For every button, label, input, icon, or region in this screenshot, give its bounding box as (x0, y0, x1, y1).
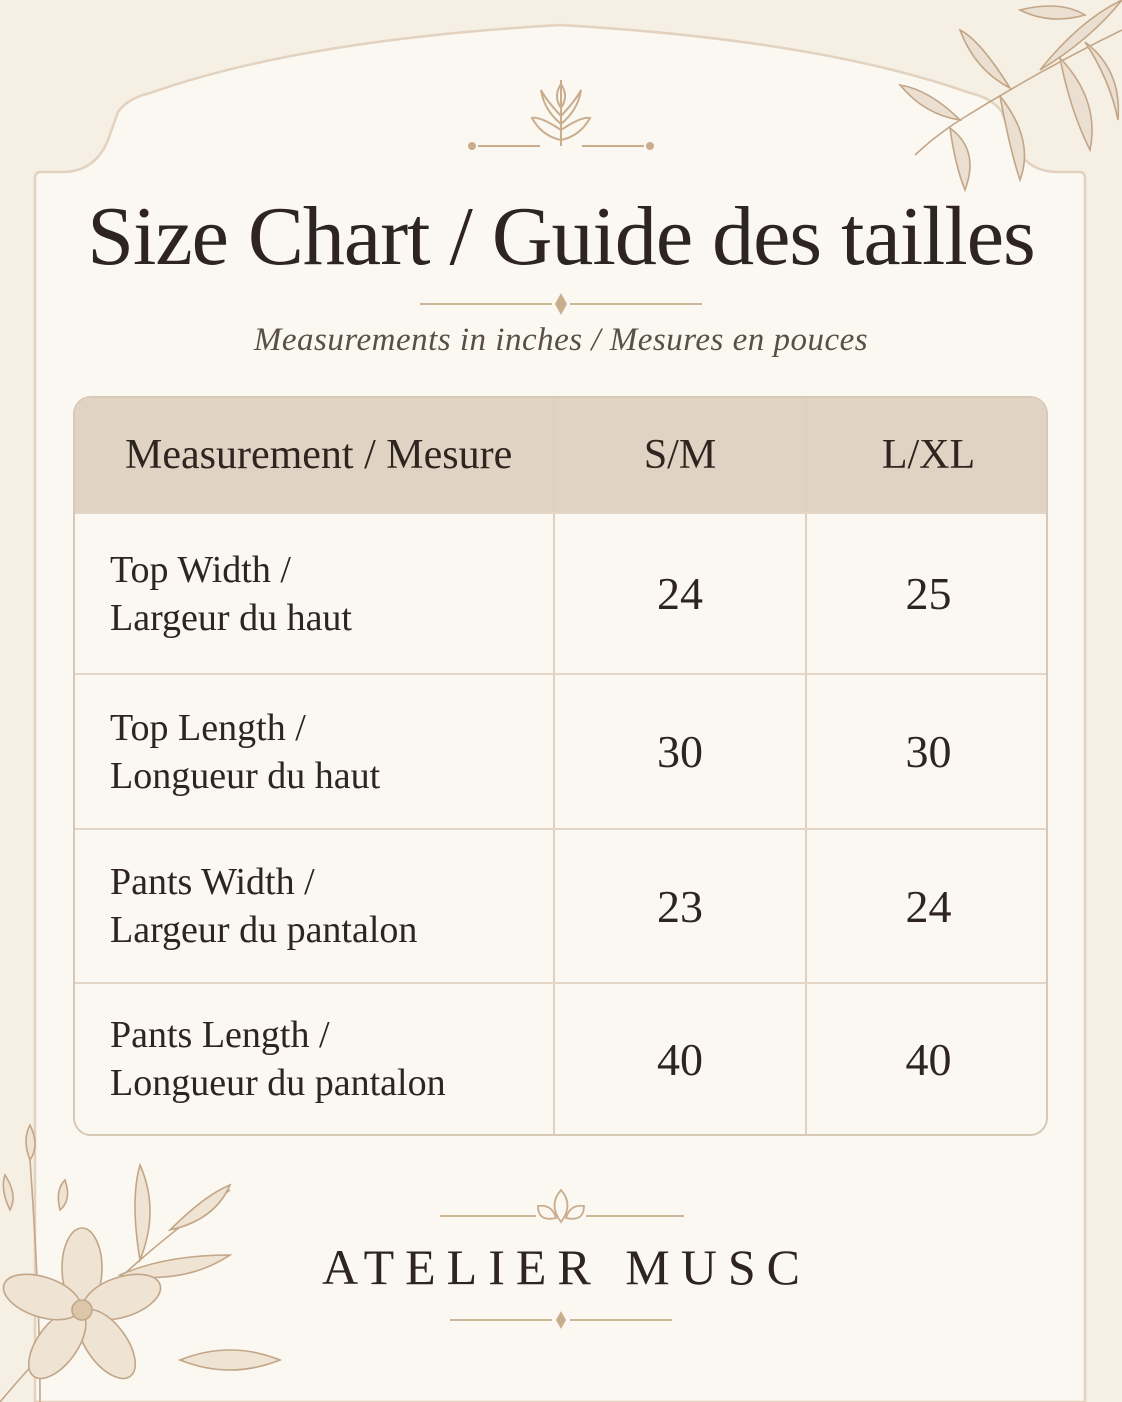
column-header-measurement: Measurement / Mesure (75, 398, 554, 513)
table-row (75, 829, 1048, 983)
table-row (75, 674, 1048, 829)
cell-lxl: 30 (806, 674, 1048, 829)
row-label (75, 983, 554, 1134)
row-label-fr: Longueur du haut (110, 754, 381, 797)
row-label (75, 674, 554, 829)
column-header-lxl: L/XL (806, 398, 1048, 513)
page-title: Size Chart / Guide des tailles (87, 190, 1035, 283)
row-label-en: Top Length / (110, 706, 306, 749)
cell-sm: 24 (554, 513, 806, 674)
cell-lxl: 24 (806, 829, 1048, 983)
table-row (75, 983, 1048, 1134)
row-label-en: Pants Width / (110, 861, 315, 903)
table-header-row (75, 398, 1048, 513)
row-label (75, 513, 554, 674)
row-label-fr: Largeur du haut (110, 596, 352, 639)
row-label (75, 829, 554, 983)
brand-name: ATELIER MUSC (322, 1239, 811, 1295)
table-row (75, 513, 1048, 674)
cell-sm: 40 (554, 983, 806, 1134)
column-header-sm: S/M (554, 398, 806, 513)
cell-lxl: 25 (806, 513, 1048, 674)
cell-sm: 30 (554, 674, 806, 829)
page-subtitle: Measurements in inches / Mesures en pouces (253, 322, 869, 358)
cell-lxl: 40 (905, 1033, 952, 1085)
row-label-fr: Largeur du pantalon (110, 909, 418, 951)
row-label-fr: Longueur du pantalon (110, 1062, 446, 1104)
row-label-en: Pants Length / (110, 1014, 330, 1056)
size-table (73, 396, 1048, 1136)
cell-sm: 23 (554, 829, 806, 983)
row-label-en: Top Width / (110, 548, 291, 591)
